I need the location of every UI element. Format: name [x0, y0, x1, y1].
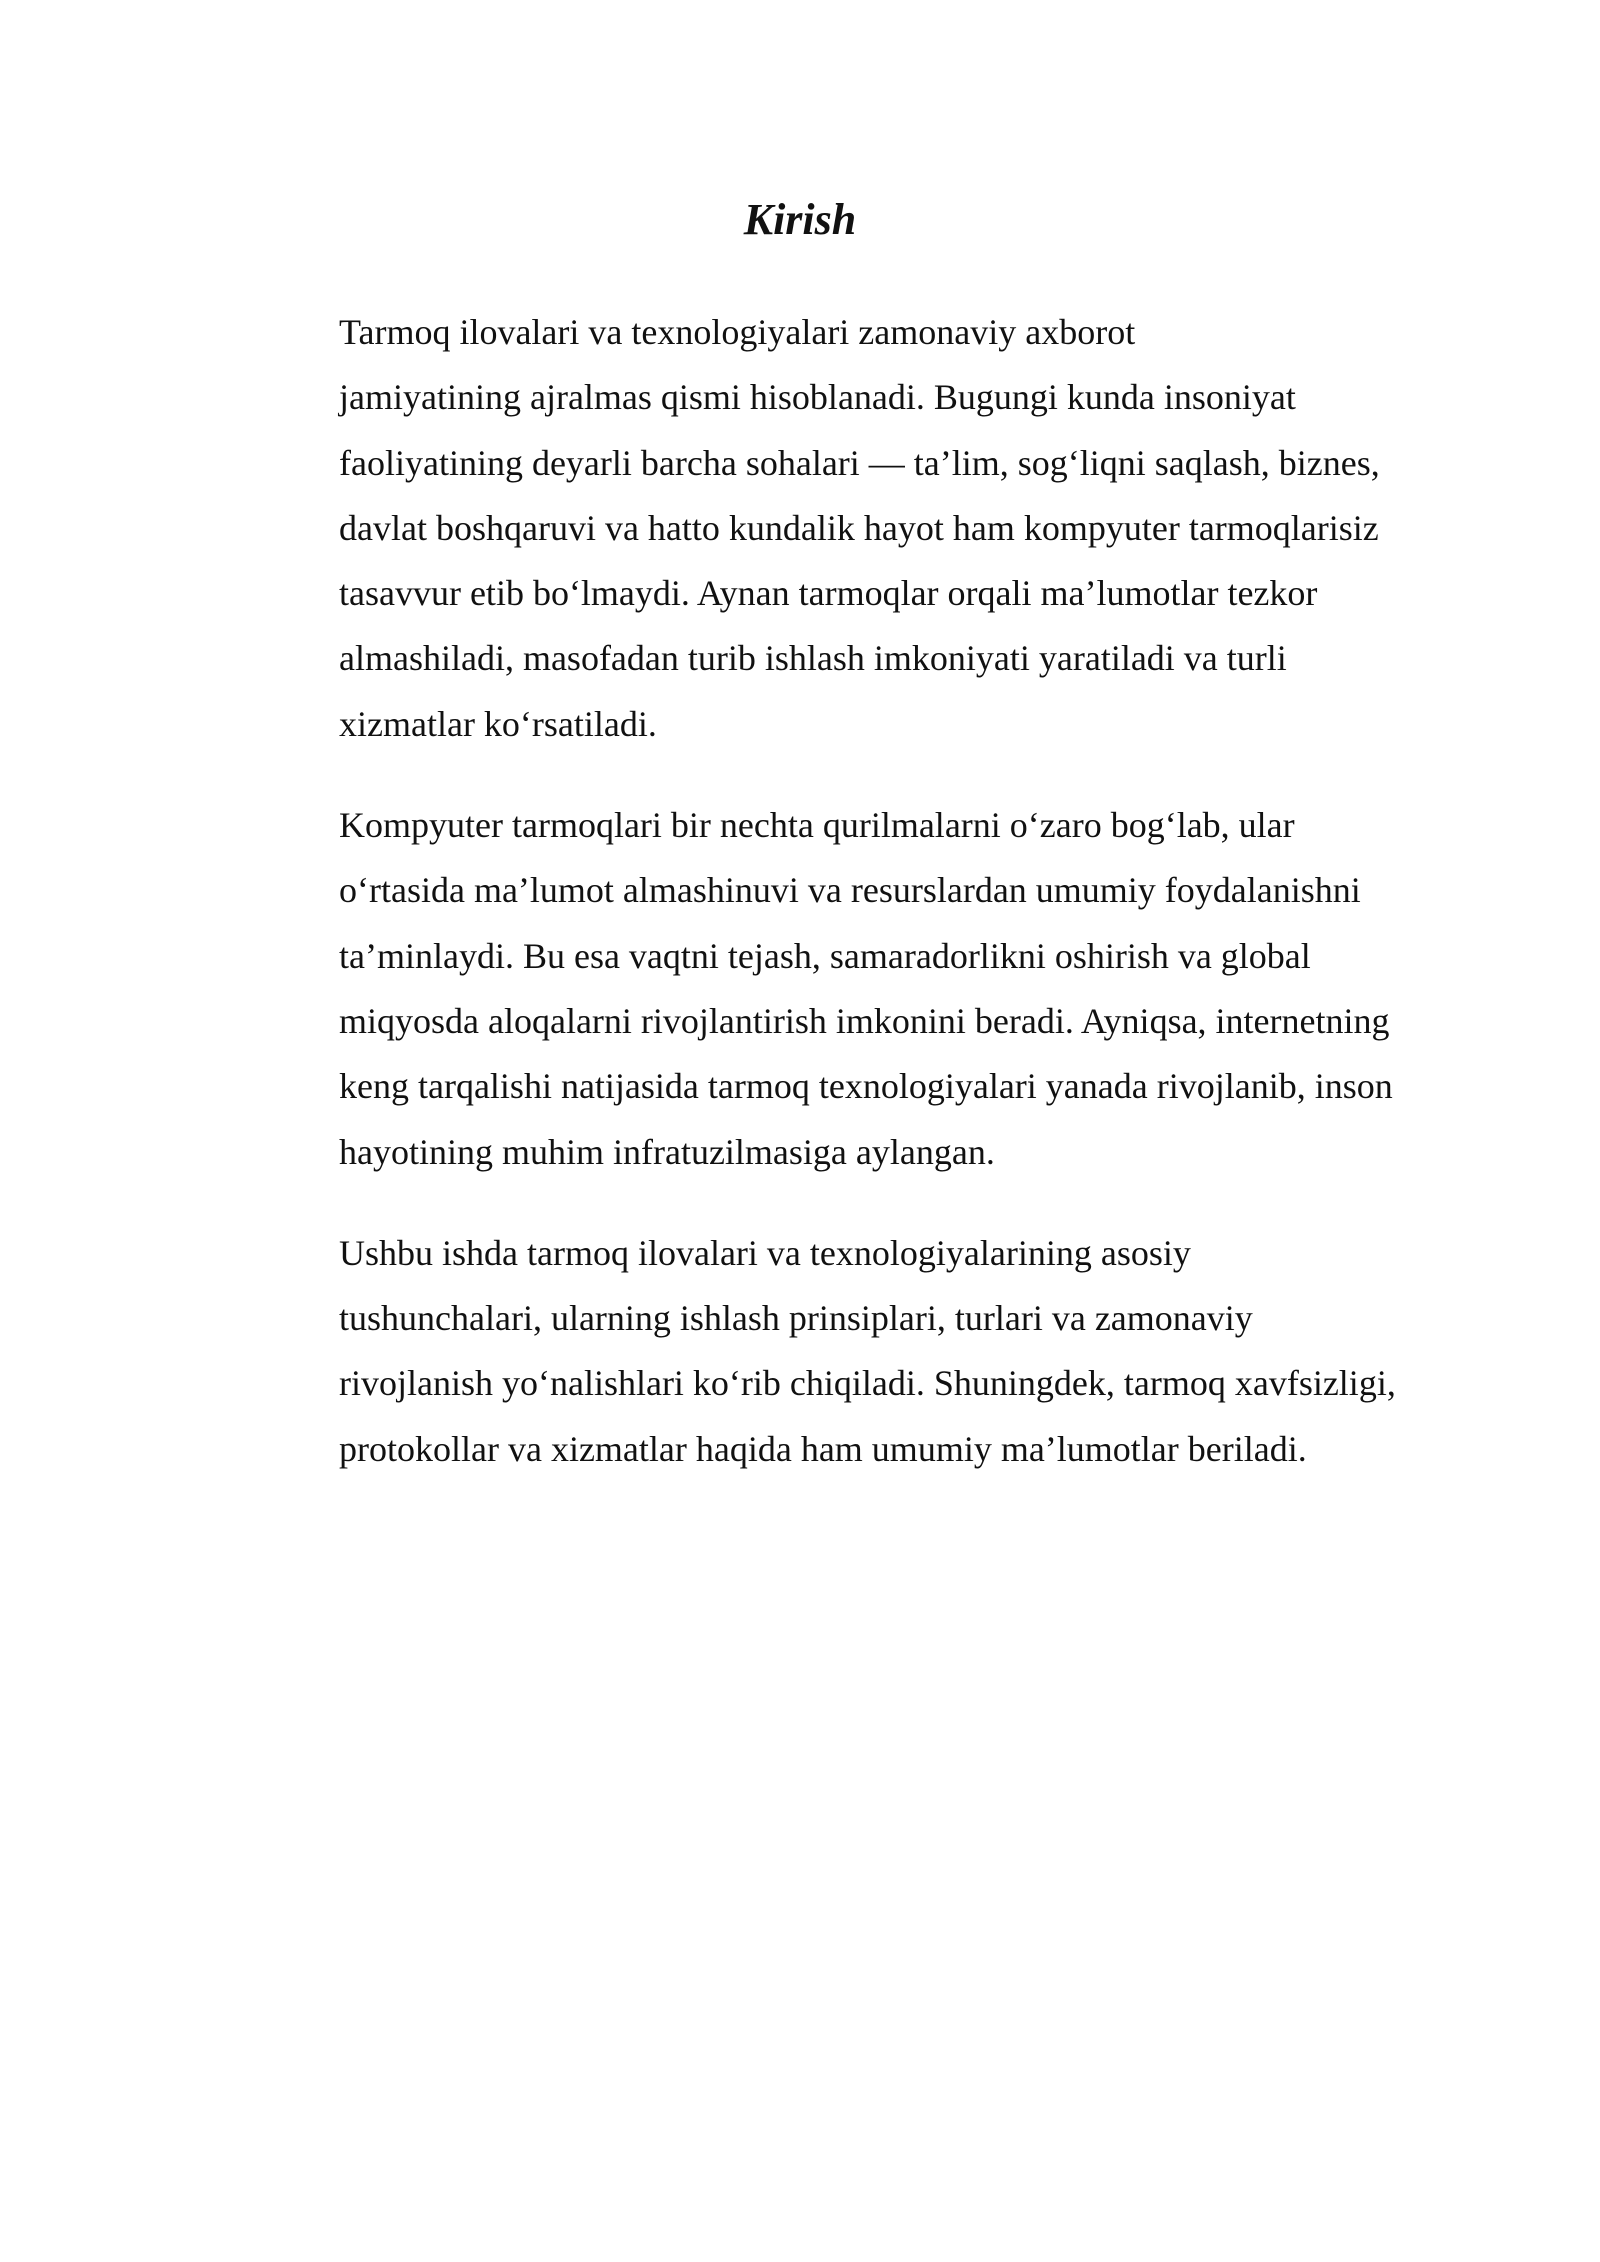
paragraph-line: miqyosda aloqalarni rivojlantirish imkonini beradi. Ayniqsa, internetning: [339, 1000, 1390, 1041]
paragraph-3: [243, 1221, 1396, 1482]
paragraph-2: [243, 793, 1393, 1185]
paragraph-line: faoliyatining deyarli barcha sohalari — ta’lim, sog‘liqni saqlash, biznes,: [339, 442, 1380, 483]
paragraph-line: keng tarqalishi natijasida tarmoq texnologiyalari yanada rivojlanib, inson: [339, 1066, 1393, 1107]
document-body: [243, 300, 1396, 1518]
paragraph-line: rivojlanish yo‘nalishlari ko‘rib chiqiladi. Shuningdek, tarmoq xavfsizligi,: [339, 1363, 1396, 1404]
paragraph-line: almashiladi, masofadan turib ishlash imkoniyati yaratiladi va turli: [339, 638, 1287, 679]
paragraph-line: davlat boshqaruvi va hatto kundalik hayot ham kompyuter tarmoqlarisiz: [339, 507, 1379, 548]
paragraph-line: tasavvur etib bo‘lmaydi. Aynan tarmoqlar orqali ma’lumotlar tezkor: [339, 573, 1318, 614]
paragraph-line: jamiyatining ajralmas qismi hisoblanadi. Bugungi kunda insoniyat: [339, 377, 1296, 418]
paragraph-line: ta’minlaydi. Bu esa vaqtni tejash, samaradorlikni oshirish va global: [339, 935, 1311, 976]
paragraph-line: Tarmoq ilovalari va texnologiyalari zamonaviy axborot: [339, 312, 1136, 352]
paragraph-line: xizmatlar ko‘rsatiladi.: [339, 703, 657, 744]
page-title: Kirish: [743, 195, 857, 244]
paragraph-line: protokollar va xizmatlar haqida ham umumiy ma’lumotlar beriladi.: [339, 1428, 1307, 1469]
paragraph-line: Ushbu ishda tarmoq ilovalari va texnologiyalarining asosiy: [339, 1232, 1191, 1273]
paragraph-1: [243, 300, 1380, 757]
paragraph-line: Kompyuter tarmoqlari bir nechta qurilmalarni o‘zaro bog‘lab, ular: [339, 805, 1295, 846]
paragraph-line: tushunchalari, ularning ishlash prinsiplari, turlari va zamonaviy: [339, 1298, 1253, 1339]
paragraph-line: hayotining muhim infratuzilmasiga aylangan.: [339, 1131, 995, 1172]
paragraph-line: o‘rtasida ma’lumot almashinuvi va resurslardan umumiy foydalanishni: [339, 870, 1361, 911]
